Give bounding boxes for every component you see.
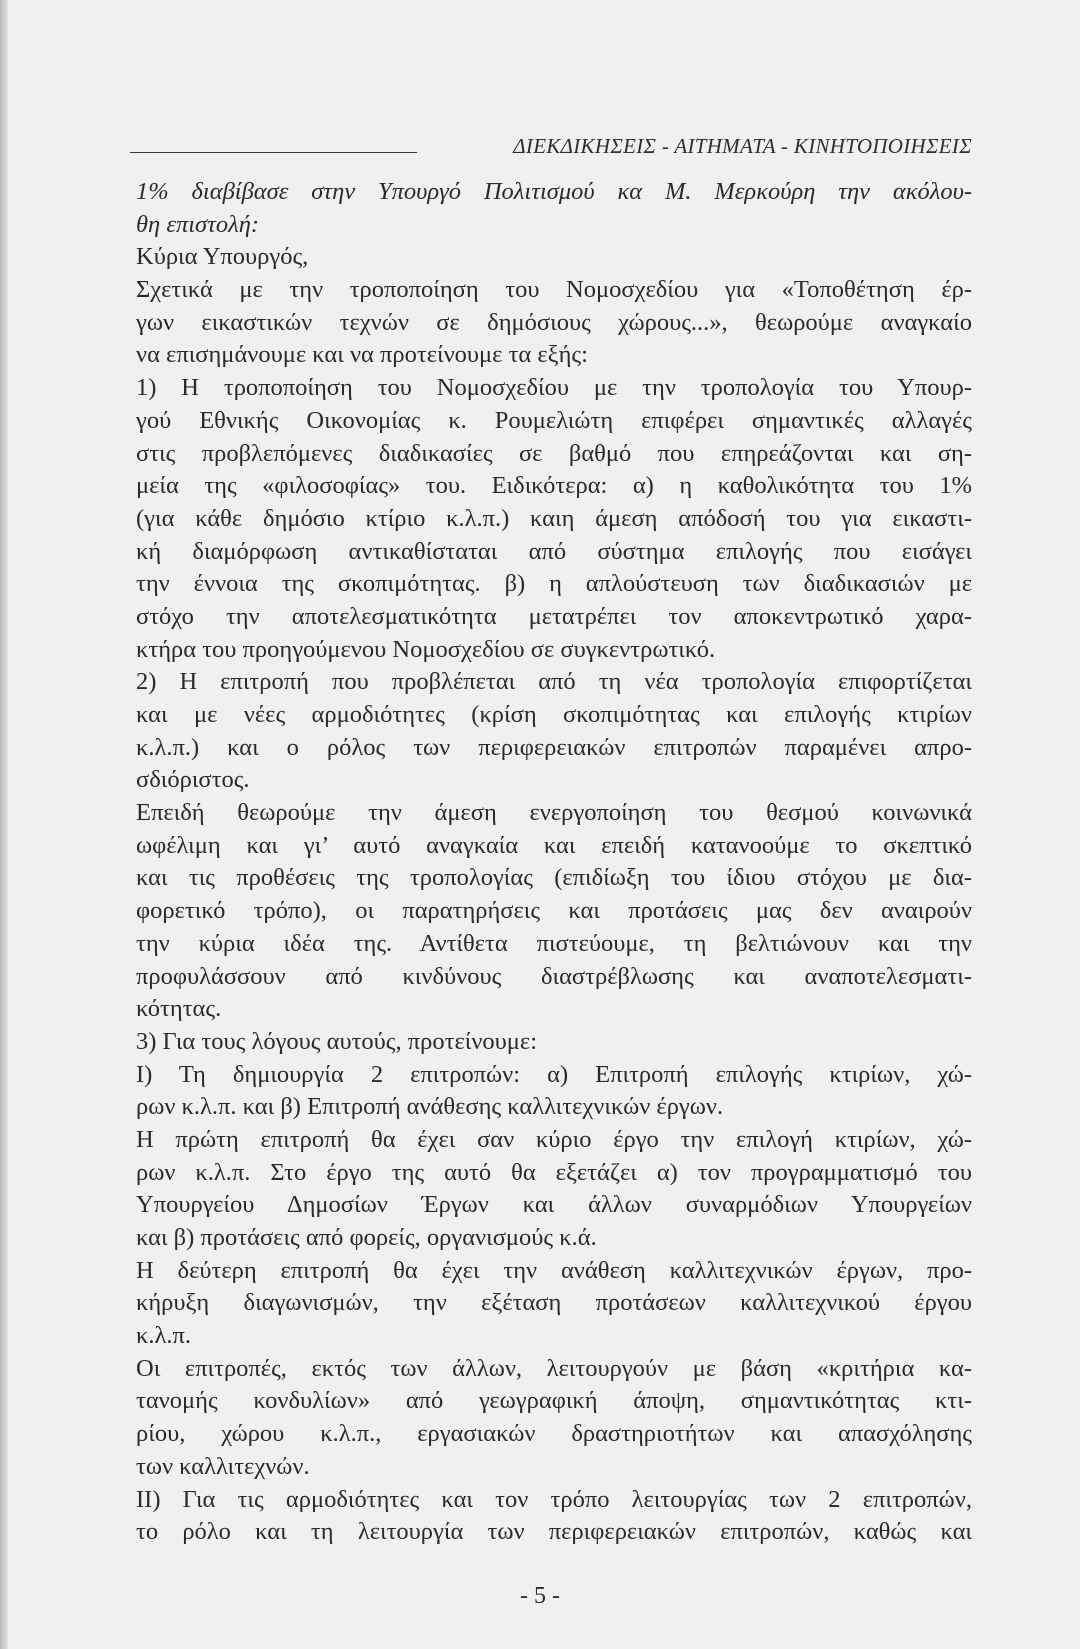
text-line: ρίου, χώρου κ.λ.π., εργασιακών δραστηριοτήτων και απασχόλησης bbox=[136, 1420, 972, 1448]
text-line: Η δεύτερη επιτροπή θα έχει την ανάθεση καλλιτεχνικών έργων, προ- bbox=[136, 1256, 972, 1284]
page-spine-shadow bbox=[0, 0, 8, 1649]
text-line: και β) προτάσεις από φορείς, οργανισμούς κ.ά. bbox=[136, 1224, 597, 1251]
text-line: κ.λ.π.) και ο ρόλος των περιφερειακών επιτροπών παραμένει απρο- bbox=[136, 733, 972, 761]
text-line: Η πρώτη επιτροπή θα έχει σαν κύριο έργο την επιλογή κτιρίων, χώ- bbox=[136, 1125, 972, 1153]
text-line: και με νέες αρμοδιότητες (κρίση σκοπιμότητας και επιλογής κτιρίων bbox=[136, 701, 972, 728]
text-line: Ι) Τη δημιουργία 2 επιτροπών: α) Επιτροπή επιλογής κτιρίων, χώ- bbox=[136, 1060, 972, 1088]
text-line: και τις προθέσεις της τροπολογίας (επιδίωξη του ίδιου στόχου με δια- bbox=[136, 864, 972, 892]
text-line: ρων κ.λ.π. Στο έργο της αυτό θα εξετάζει α) τον προγραμματισμό του bbox=[136, 1158, 972, 1186]
body-text bbox=[136, 176, 972, 1549]
running-title: ΔΙΕΚΔΙΚΗΣΕΙΣ - ΑΙΤΗΜΑΤΑ - ΚΙΝΗΤΟΠΟΙΗΣΕΙΣ bbox=[513, 134, 972, 158]
text-line: κ.λ.π. bbox=[136, 1322, 191, 1350]
text-line: κήρυξη διαγωνισμών, την εξέταση προτάσεων καλλιτεχνικού έργου bbox=[136, 1289, 972, 1317]
text-line: κτήρα του προηγούμενου Νομοσχεδίου σε συγκεντρωτικό. bbox=[136, 635, 716, 663]
text-line: στις προβλεπόμενες διαδικασίες σε βαθμό που επηρεάζονται και ση- bbox=[136, 439, 972, 467]
text-line: Υπουργείου Δημοσίων Έργων και άλλων συναρμόδιων Υπουργείων bbox=[136, 1191, 972, 1219]
text-line: θη επιστολή: bbox=[136, 210, 260, 238]
text-line: την κύρια ιδέα της. Αντίθετα πιστεύουμε, τη βελτιώνουν και την bbox=[136, 929, 972, 957]
text-line: φορετικό τρόπο), οι παρατηρήσεις και προτάσεις μας δεν αναιρούν bbox=[136, 897, 972, 925]
text-line: 3) Για τους λόγους αυτούς, προτείνουμε: bbox=[136, 1027, 538, 1055]
text-line: τανομής κονδυλίων» από γεωγραφική άποψη, σημαντικότητας κτι- bbox=[136, 1387, 972, 1415]
text-line: των καλλιτεχνών. bbox=[136, 1452, 310, 1480]
text-line: Οι επιτροπές, εκτός των άλλων, λειτουργούν με βάση «κριτήρια κα- bbox=[136, 1354, 972, 1382]
text-line: Κύρια Υπουργός, bbox=[136, 243, 309, 271]
text-line: στόχο την αποτελεσματικότητα μετατρέπει τον αποκεντρωτικό χαρα- bbox=[136, 602, 972, 630]
text-line: μεία της «φιλοσοφίας» του. Ειδικότερα: α) η καθολικότητα του 1% bbox=[136, 472, 972, 500]
header-rule bbox=[130, 152, 417, 153]
text-line: Σχετικά με την τροποποίηση του Νομοσχεδίου για «Τοποθέτηση έρ- bbox=[136, 276, 972, 304]
page-number: - 5 - bbox=[520, 1583, 560, 1609]
text-line: σδιόριστος. bbox=[136, 766, 250, 794]
text-line: ΙΙ) Για τις αρμοδιότητες και τον τρόπο λειτουργίας των 2 επιτροπών, bbox=[136, 1485, 972, 1513]
text-line: να επισημάνουμε και να προτείνουμε τα εξής: bbox=[136, 341, 588, 369]
text-line: Επειδή θεωρούμε την άμεση ενεργοποίηση του θεσμού κοινωνικά bbox=[136, 799, 972, 827]
text-line: ωφέλιμη και γι’ αυτό αναγκαία και επειδή κατανοούμε το σκεπτικό bbox=[136, 831, 972, 859]
text-line: γού Εθνικής Οικονομίας κ. Ρουμελιώτη επιφέρει σημαντικές αλλαγές bbox=[136, 406, 972, 434]
text-line: την έννοια της σκοπιμότητας. β) η απλούστευση των διαδικασιών με bbox=[136, 570, 972, 598]
text-line: 1% διαβίβασε στην Υπουργό Πολιτισμού κα Μ. Μερκούρη την ακόλου- bbox=[136, 178, 972, 205]
text-line: προφυλάσσουν από κινδύνους διαστρέβλωσης και αναποτελεσματι- bbox=[136, 962, 972, 990]
text-line: (για κάθε δημόσιο κτίριο κ.λ.π.) καιη άμεση απόδοσή του για εικαστι- bbox=[136, 504, 972, 532]
running-header bbox=[130, 128, 972, 158]
text-line: κότητας. bbox=[136, 995, 222, 1023]
text-line: γων εικαστικών τεχνών σε δημόσιους χώρους...», θεωρούμε αναγκαίο bbox=[136, 308, 972, 336]
text-line: το ρόλο και τη λειτουργία των περιφερειακών επιτροπών, καθώς και bbox=[136, 1518, 972, 1546]
text-line: κή διαμόρφωση αντικαθίσταται από σύστημα επιλογής που εισάγει bbox=[136, 537, 972, 565]
text-line: 2) Η επιτροπή που προβλέπεται από τη νέα τροπολογία επιφορτίζεται bbox=[136, 668, 972, 696]
text-line: 1) Η τροποποίηση του Νομοσχεδίου με την τροπολογία του Υπουρ- bbox=[136, 374, 972, 402]
text-line: ρων κ.λ.π. και β) Επιτροπή ανάθεσης καλλιτεχνικών έργων. bbox=[136, 1093, 724, 1121]
